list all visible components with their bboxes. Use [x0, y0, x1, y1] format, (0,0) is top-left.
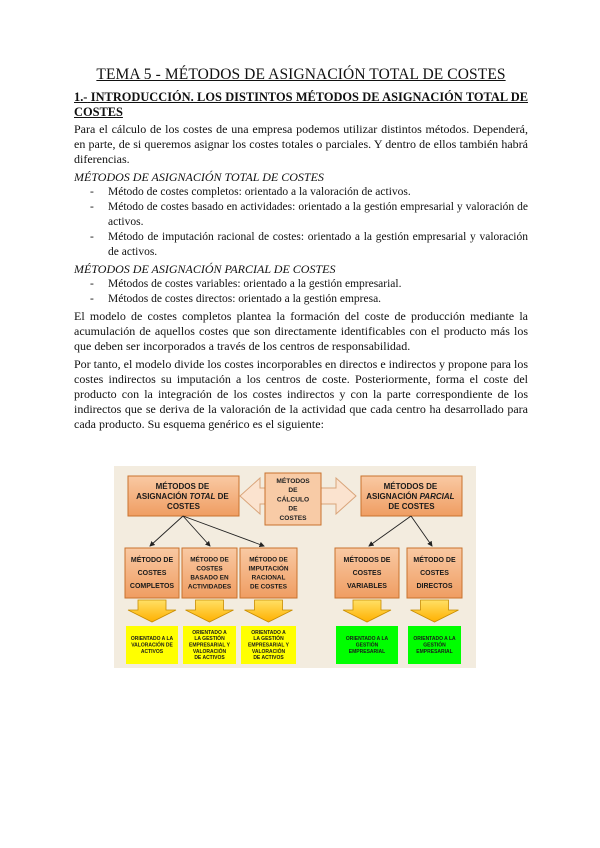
center-box-text: MÉTODOS DE CÁLCULO DE COSTES — [276, 478, 310, 522]
dash-marker: - — [90, 186, 94, 198]
section-title: INTRODUCCIÓN. LOS DISTINTOS MÉTODOS DE ASIGNACIÓN TOTAL DE COSTES — [74, 90, 528, 119]
section-heading — [74, 90, 528, 120]
section-number: 1.- — [74, 90, 88, 104]
list-item: - Método de costes completos: orientado a la valoración de activos. — [90, 186, 411, 198]
orientation-note-text: ORIENTADO A LA GESTIÓN EMPRESARIAL — [413, 636, 456, 655]
orientation-note-text: ORIENTADO A LA GESTIÓN EMPRESARIAL Y VALORACIÓN DE ACTIVOS — [189, 629, 230, 662]
document-page — [74, 66, 528, 435]
partial-methods-list — [74, 277, 528, 307]
method-box-text: MÉTODO DE COSTES COMPLETOS — [129, 557, 175, 590]
dash-marker: - — [90, 293, 94, 305]
method-box-text: MÉTODOS DE COSTES VARIABLES — [343, 557, 391, 590]
cost-methods-diagram — [114, 466, 476, 668]
orientation-note-text: ORIENTADO A LA GESTIÓN EMPRESARIAL Y VALORACIÓN DE ACTIVOS — [248, 629, 289, 662]
paragraph-costes-completos: El modelo de costes completos plantea la formación del coste de producción mediante la acumulación de aquellos costes que son directamente identificables con el producto más los que deben ser incorporados a través de los centros de responsabilidad. — [74, 309, 528, 353]
page-title: TEMA 5 - MÉTODOS DE ASIGNACIÓN TOTAL DE COSTES — [96, 66, 506, 83]
dash-marker: - — [90, 201, 94, 213]
partial-methods-box-text: MÉTODOS DE ASIGNACIÓN PARCIAL DE COSTES — [366, 482, 455, 511]
list-item: - Métodos de costes variables: orientado a la gestión empresarial. — [90, 278, 402, 290]
dash-marker: - — [90, 231, 94, 243]
list-item: - Método de imputación racional de costes: orientado a la gestión empresarial y valoración de activos. — [90, 231, 528, 258]
list-item: - Métodos de costes directos: orientado a la gestión empresa. — [90, 293, 382, 305]
orientation-note-text: ORIENTADO A LA VALORACIÓN DE ACTIVOS — [130, 636, 174, 655]
total-methods-box-text: MÉTODOS DE ASIGNACIÓN TOTAL DE COSTES — [136, 482, 229, 511]
diagram-svg — [114, 466, 476, 668]
total-methods-list — [74, 185, 528, 260]
method-box-text: MÉTODO DE COSTES BASADO EN ACTIVIDADES — [187, 556, 232, 591]
partial-methods-heading: MÉTODOS DE ASIGNACIÓN PARCIAL DE COSTES — [74, 262, 336, 276]
orientation-note-text: ORIENTADO A LA GESTIÓN EMPRESARIAL — [345, 636, 389, 655]
total-methods-heading: MÉTODOS DE ASIGNACIÓN TOTAL DE COSTES — [74, 170, 324, 184]
method-box — [182, 548, 237, 598]
list-item: - Método de costes basado en actividades: orientado a la gestión empresarial y valoración de activos. — [90, 201, 528, 228]
method-box — [240, 548, 297, 598]
dash-marker: - — [90, 278, 94, 290]
method-box-text: MÉTODO DE COSTES DIRECTOS — [413, 557, 456, 590]
intro-paragraph: Para el cálculo de los costes de una empresa podemos utilizar distintos métodos. Dependerá, en parte, de si queremos asignar los costes totales o parciales. Y dentro de ellos también habrá diferencias. — [74, 122, 528, 166]
paragraph-modelo: Por tanto, el modelo divide los costes incorporables en directos e indirectos y propone para los costes indirectos su imputación a los centros de coste. Posteriormente, forma el coste del producto con la integración de los costes indirectos y con la parte correspondiente de los indirectos que se deriva de la valoración de la actividad que cada centro ha desarrollado para cada producto. Su esquema genérico es el siguiente: — [74, 357, 528, 431]
method-box-text: MÉTODO DE IMPUTACIÓN RACIONAL DE COSTES — [248, 556, 289, 591]
